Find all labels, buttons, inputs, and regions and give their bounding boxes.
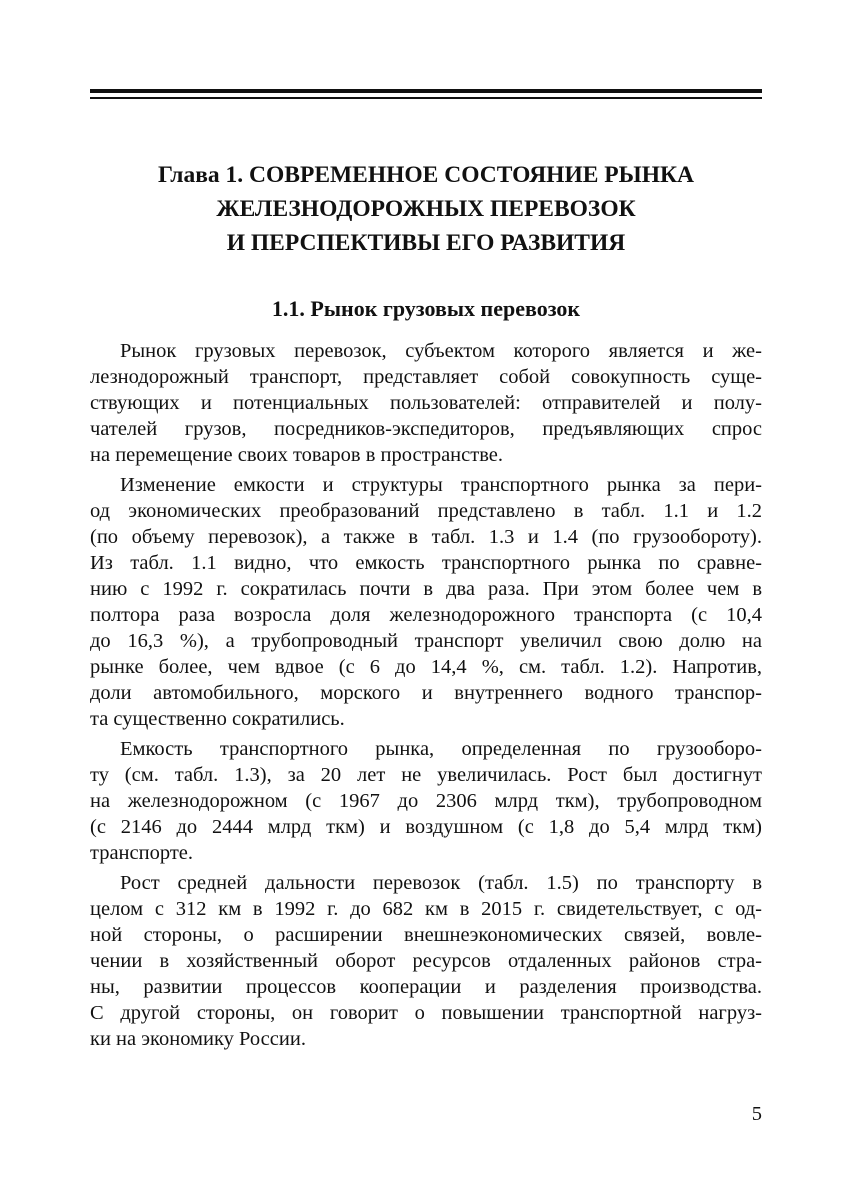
text-line: Из табл. 1.1 видно, что емкость транспортного рынка по сравне- <box>90 552 762 574</box>
text-line: Емкость транспортного рынка, определенная по грузооборо- <box>120 738 762 760</box>
text-line: Изменение емкости и структуры транспортного рынка за пери- <box>120 474 762 496</box>
text-line: чателей грузов, посредников-экспедиторов, предъявляющих спрос <box>90 418 762 440</box>
chapter-title-line: И ПЕРСПЕКТИВЫ ЕГО РАЗВИТИЯ <box>226 230 626 256</box>
paragraph-3 <box>90 736 762 866</box>
text-line: чении в хозяйственный оборот ресурсов отдаленных районов стра- <box>90 950 762 972</box>
text-line: (с 2146 до 2444 млрд ткм) и воздушном (с 1,8 до 5,4 млрд ткм) <box>90 816 762 838</box>
text-line: ки на экономику России. <box>90 1028 306 1050</box>
text-line: С другой стороны, он говорит о повышении транспортной нагруз- <box>90 1002 762 1024</box>
text-line: транспорте. <box>90 842 194 864</box>
text-line: та существенно сократились. <box>90 708 345 730</box>
text-line: на перемещение своих товаров в пространстве. <box>90 444 503 466</box>
text-line: Рост средней дальности перевозок (табл. 1.5) по транспорту в <box>120 872 762 894</box>
text-line: до 16,3 %), а трубопроводный транспорт увеличил свою долю на <box>90 630 762 652</box>
text-line: (по объему перевозок), а также в табл. 1.3 и 1.4 (по грузообороту). <box>90 526 762 548</box>
header-rule-thick <box>90 89 762 93</box>
text-line: нию с 1992 г. сократилась почти в два раза. При этом более чем в <box>90 578 762 600</box>
text-line: ствующих и потенциальных пользователей: отправителей и полу- <box>90 392 762 414</box>
chapter-title-line: ЖЕЛЕЗНОДОРОЖНЫХ ПЕРЕВОЗОК <box>216 196 636 222</box>
text-line: доли автомобильного, морского и внутреннего водного транспор- <box>90 682 762 704</box>
text-line: рынке более, чем вдвое (с 6 до 14,4 %, см. табл. 1.2). Напротив, <box>90 656 762 678</box>
text-line: целом с 312 км в 1992 г. до 682 км в 2015 г. свидетельствует, с од- <box>90 898 762 920</box>
section-title: 1.1. Рынок грузовых перевозок <box>271 296 581 321</box>
paragraph-2 <box>90 472 762 732</box>
chapter-title-line: Глава 1. СОВРЕМЕННОЕ СОСТОЯНИЕ РЫНКА <box>157 162 695 188</box>
body-text <box>90 338 762 1056</box>
paragraph-1 <box>90 338 762 468</box>
text-line: Рынок грузовых перевозок, субъектом которого является и же- <box>120 340 762 362</box>
text-line: ту (см. табл. 1.3), за 20 лет не увеличилась. Рост был достигнут <box>90 764 762 786</box>
text-line: ной стороны, о расширении внешнеэкономических связей, вовле- <box>90 924 762 946</box>
chapter-title <box>90 158 762 260</box>
text-line: ны, развитии процессов кооперации и разделения производства. <box>90 976 762 998</box>
text-line: на железнодорожном (с 1967 до 2306 млрд ткм), трубопроводном <box>90 790 762 812</box>
header-rule-thin <box>90 97 762 99</box>
text-line: полтора раза возросла доля железнодорожного транспорта (с 10,4 <box>90 604 762 626</box>
text-line: лезнодорожный транспорт, представляет собой совокупность суще- <box>90 366 762 388</box>
text-line: од экономических преобразований представлено в табл. 1.1 и 1.2 <box>90 500 762 522</box>
page-number: 5 <box>751 1103 762 1125</box>
paragraph-4 <box>90 870 762 1052</box>
